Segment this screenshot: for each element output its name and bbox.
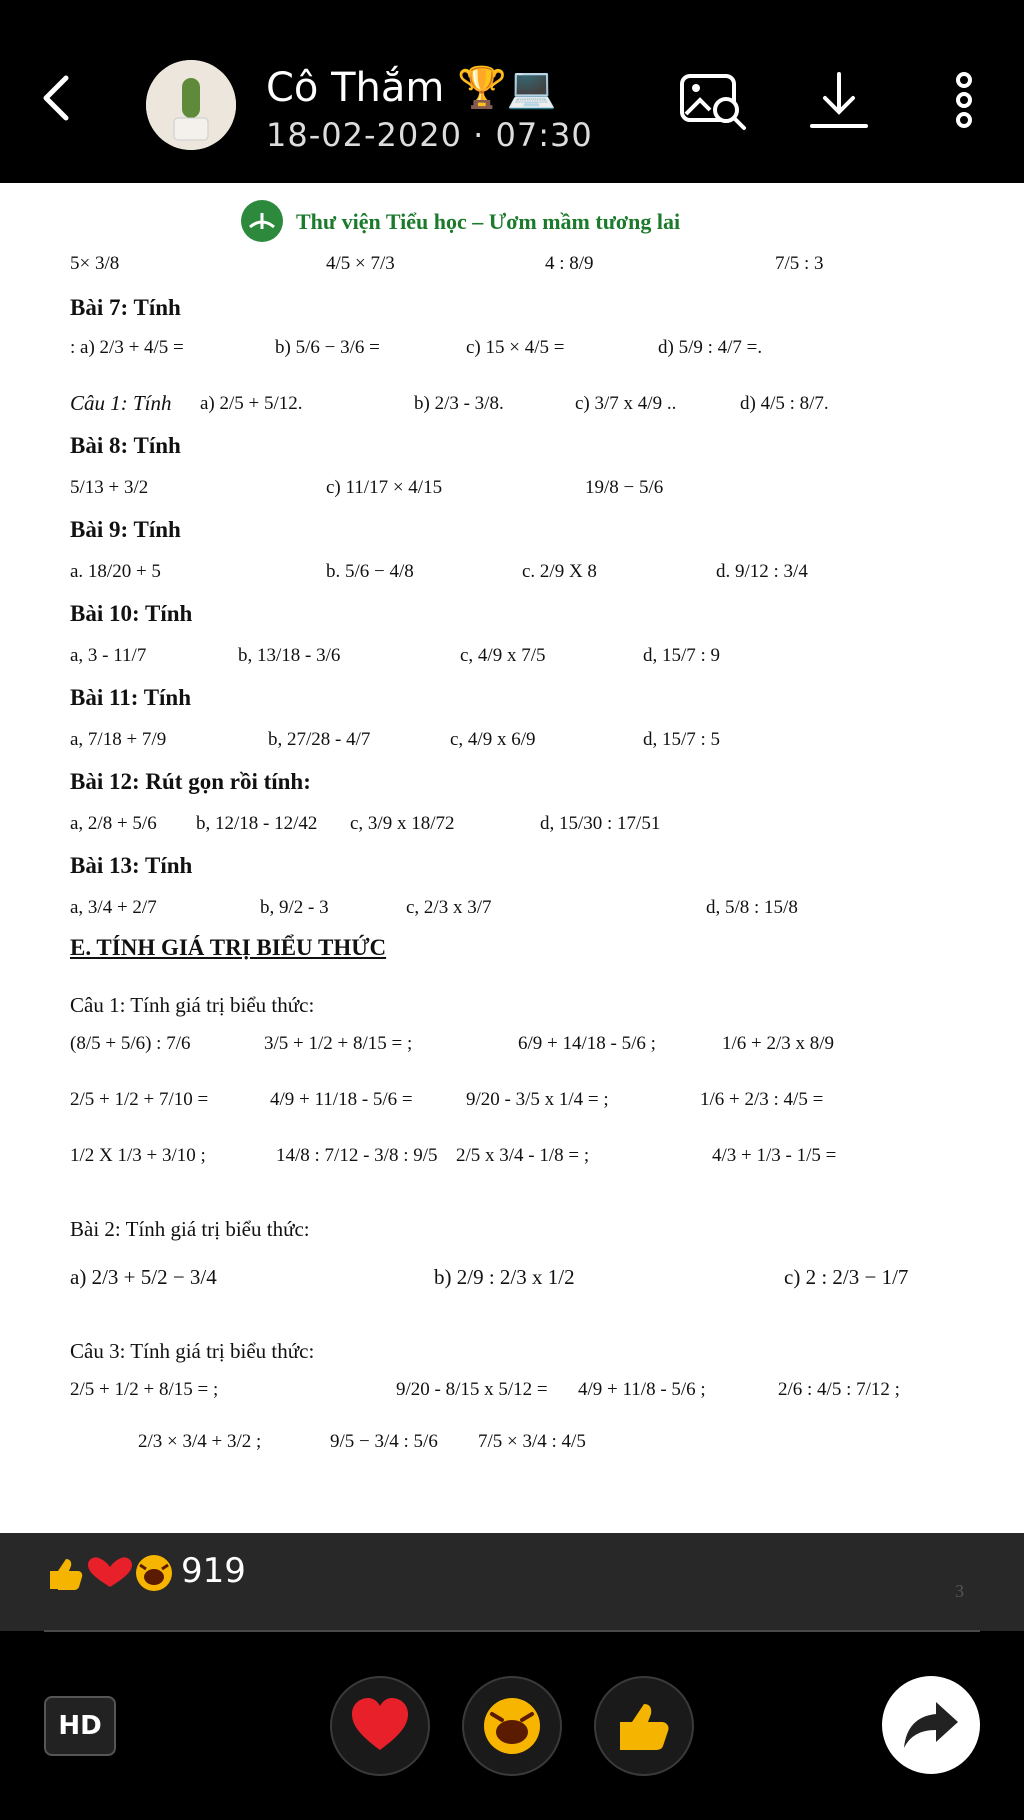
math-item: c, 4/9 x 7/5 bbox=[460, 645, 546, 666]
math-item: 7/5 × 3/4 : 4/5 bbox=[478, 1431, 586, 1452]
math-item: : a) 2/3 + 4/5 = bbox=[70, 337, 184, 358]
section-heading: E. TÍNH GIÁ TRỊ BIỂU THỨC bbox=[70, 935, 387, 960]
back-button[interactable] bbox=[36, 72, 76, 124]
math-item: b. 5/6 − 4/8 bbox=[326, 561, 414, 582]
math-item: b, 13/18 - 3/6 bbox=[238, 645, 341, 666]
exercise-heading: Bài 11: Tính bbox=[70, 685, 192, 710]
math-item: b, 27/28 - 4/7 bbox=[268, 729, 371, 750]
math-item: 4/9 + 11/18 - 5/6 = bbox=[270, 1089, 413, 1110]
react-laugh-button[interactable] bbox=[462, 1676, 562, 1776]
math-item: c, 2/3 x 3/7 bbox=[406, 897, 492, 918]
document-image[interactable] bbox=[0, 183, 1024, 1533]
math-item: 1/6 + 2/3 x 8/9 bbox=[722, 1033, 835, 1054]
math-item: b) 2/3 - 3/8. bbox=[414, 393, 504, 414]
math-item: 6/9 + 14/18 - 5/6 ; bbox=[518, 1033, 656, 1054]
top-bar bbox=[0, 0, 1024, 183]
download-button[interactable] bbox=[808, 70, 870, 136]
math-item: 5/13 + 3/2 bbox=[70, 477, 149, 498]
math-item: 7/5 : 3 bbox=[775, 253, 824, 274]
chevron-left-icon bbox=[36, 72, 76, 124]
cactus-avatar-icon bbox=[146, 60, 236, 150]
math-item: c) 15 × 4/5 = bbox=[466, 337, 565, 358]
math-item: 14/8 : 7/12 - 3/8 : 9/5 bbox=[276, 1145, 438, 1166]
math-item: 4/5 × 7/3 bbox=[326, 253, 395, 274]
download-icon bbox=[808, 70, 870, 132]
math-item: 4/3 + 1/3 - 1/5 = bbox=[712, 1145, 837, 1166]
math-item: c) 11/17 × 4/15 bbox=[326, 477, 443, 498]
math-item: c. 2/9 X 8 bbox=[522, 561, 597, 582]
math-item: 3/5 + 1/2 + 8/15 = ; bbox=[264, 1033, 413, 1054]
exercise-heading: Câu 3: Tính giá trị biểu thức: bbox=[70, 1339, 315, 1363]
image-search-button[interactable] bbox=[678, 70, 750, 136]
math-item: c) 2 : 2/3 − 1/7 bbox=[784, 1265, 909, 1289]
math-item: a, 2/8 + 5/6 bbox=[70, 813, 157, 834]
math-item: b, 12/18 - 12/42 bbox=[196, 813, 318, 834]
react-like-button[interactable] bbox=[594, 1676, 694, 1776]
math-item: 2/5 + 1/2 + 7/10 = bbox=[70, 1089, 209, 1110]
math-item: d, 15/7 : 5 bbox=[643, 729, 721, 750]
math-item: 1/6 + 2/3 : 4/5 = bbox=[700, 1089, 824, 1110]
math-item: 9/20 - 8/15 x 5/12 = bbox=[396, 1379, 548, 1400]
math-item: 5× 3/8 bbox=[70, 253, 120, 274]
math-item: c) 3/7 x 4/9 .. bbox=[575, 393, 677, 414]
laugh-emoji-icon bbox=[482, 1696, 542, 1756]
react-heart-button[interactable] bbox=[330, 1676, 430, 1776]
math-item: 9/5 − 3/4 : 5/6 bbox=[330, 1431, 438, 1452]
math-item: d, 15/7 : 9 bbox=[643, 645, 721, 666]
math-item: d) 4/5 : 8/7. bbox=[740, 393, 829, 414]
math-item: 4 : 8/9 bbox=[545, 253, 594, 274]
math-item: c, 3/9 x 18/72 bbox=[350, 813, 455, 834]
math-item: b, 9/2 - 3 bbox=[260, 897, 329, 918]
heart-icon bbox=[350, 1696, 410, 1756]
math-item: a, 7/18 + 7/9 bbox=[70, 729, 167, 750]
math-item: a, 3/4 + 2/7 bbox=[70, 897, 157, 918]
thumbs-up-icon bbox=[614, 1696, 674, 1756]
math-item: c, 4/9 x 6/9 bbox=[450, 729, 536, 750]
author-name: Cô Thắm 🏆💻 bbox=[266, 65, 557, 111]
math-item: 9/20 - 3/5 x 1/4 = ; bbox=[466, 1089, 609, 1110]
math-item: 4/9 + 11/8 - 5/6 ; bbox=[578, 1379, 706, 1400]
math-item: a) 2/5 + 5/12. bbox=[200, 393, 303, 414]
math-item: 2/5 + 1/2 + 8/15 = ; bbox=[70, 1379, 219, 1400]
exercise-heading: Bài 8: Tính bbox=[70, 433, 181, 458]
share-button[interactable] bbox=[882, 1676, 980, 1774]
math-item: a, 3 - 11/7 bbox=[70, 645, 147, 666]
math-item: 19/8 − 5/6 bbox=[585, 477, 664, 498]
math-item: 2/5 x 3/4 - 1/8 = ; bbox=[456, 1145, 590, 1166]
math-item: d) 5/9 : 4/7 =. bbox=[658, 337, 763, 358]
exercise-heading: Câu 1: Tính bbox=[70, 391, 172, 415]
avatar[interactable] bbox=[146, 60, 236, 150]
math-item: b) 5/6 − 3/6 = bbox=[275, 337, 380, 358]
page-number: 3 bbox=[955, 1581, 964, 1601]
more-options-button[interactable] bbox=[952, 70, 976, 134]
math-item: (8/5 + 5/6) : 7/6 bbox=[70, 1033, 191, 1054]
math-item: a) 2/3 + 5/2 − 3/4 bbox=[70, 1265, 217, 1289]
math-item: 2/6 : 4/5 : 7/12 ; bbox=[778, 1379, 900, 1400]
reaction-count: 919 bbox=[181, 1551, 246, 1591]
exercise-heading: Câu 1: Tính giá trị biểu thức: bbox=[70, 993, 315, 1017]
library-title: Thư viện Tiểu học – Ươm mầm tương lai bbox=[296, 209, 681, 234]
image-search-icon bbox=[678, 70, 750, 132]
exercise-heading: Bài 2: Tính giá trị biểu thức: bbox=[70, 1217, 310, 1241]
exercise-heading: Bài 7: Tính bbox=[70, 295, 181, 320]
math-item: d. 9/12 : 3/4 bbox=[716, 561, 808, 582]
share-arrow-icon bbox=[900, 1694, 962, 1756]
post-date: 18-02-2020 · 07:30 bbox=[266, 116, 593, 154]
exercise-heading: Bài 10: Tính bbox=[70, 601, 193, 626]
math-item: d, 15/30 : 17/51 bbox=[540, 813, 661, 834]
exercise-heading: Bài 13: Tính bbox=[70, 853, 193, 878]
reaction-emojis-icon bbox=[44, 1553, 174, 1593]
math-item: 1/2 X 1/3 + 3/10 ; bbox=[70, 1145, 206, 1166]
math-item: 2/3 × 3/4 + 3/2 ; bbox=[138, 1431, 262, 1452]
math-item: a. 18/20 + 5 bbox=[70, 561, 161, 582]
hd-toggle-button[interactable]: HD bbox=[44, 1696, 116, 1756]
exercise-heading: Bài 9: Tính bbox=[70, 517, 181, 542]
math-item: d, 5/8 : 15/8 bbox=[706, 897, 798, 918]
vertical-dots-icon bbox=[952, 70, 976, 130]
library-logo-icon bbox=[240, 199, 284, 243]
reaction-summary-bar[interactable] bbox=[0, 1533, 1024, 1631]
exercise-heading: Bài 12: Rút gọn rồi tính: bbox=[70, 769, 311, 794]
math-item: b) 2/9 : 2/3 x 1/2 bbox=[434, 1265, 575, 1289]
